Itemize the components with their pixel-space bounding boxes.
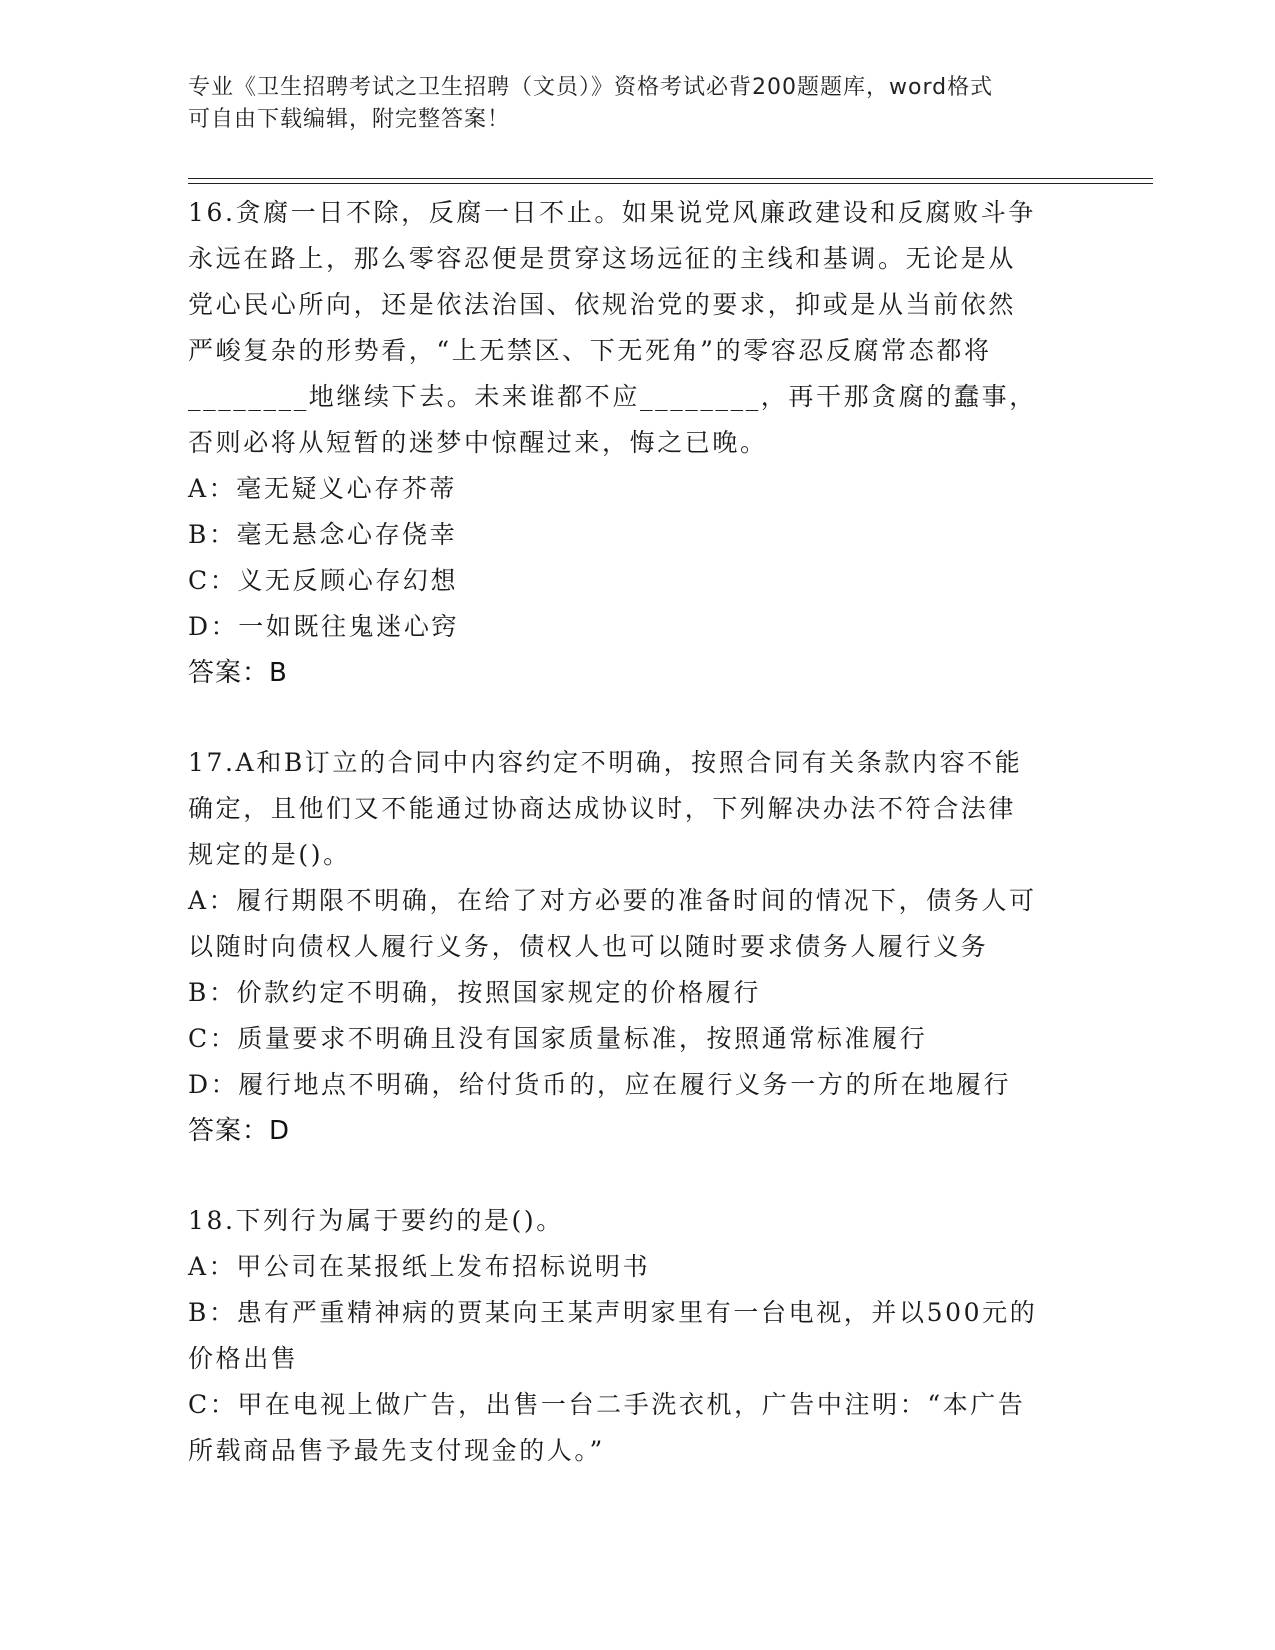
question-spacer bbox=[188, 1154, 1088, 1198]
option-b: B：毫无悬念心存侥幸 bbox=[188, 520, 458, 549]
option-d: D：一如既往鬼迷心窍 bbox=[188, 612, 460, 641]
option-b-continued: 价格出售 bbox=[188, 1344, 299, 1373]
question-text-line: ________地继续下去。未来谁都不应________，再干那贪腐的蠢事， bbox=[188, 382, 1037, 411]
question-text-line: 严峻复杂的形势看，“上无禁区、下无死角”的零容忍反腐常态都将 bbox=[188, 336, 992, 365]
option-a: A：毫无疑义心存芥蒂 bbox=[188, 474, 458, 503]
question-16 bbox=[188, 190, 1088, 696]
option-b: B：患有严重精神病的贾某向王某声明家里有一台电视，并以500元的 bbox=[188, 1298, 1038, 1327]
option-a: A：履行期限不明确，在给了对方必要的准备时间的情况下，债务人可 bbox=[188, 886, 1037, 915]
answer-label: 答案：D bbox=[188, 1116, 291, 1146]
header-divider-thin bbox=[188, 183, 1153, 184]
option-d: D：履行地点不明确，给付货币的，应在履行义务一方的所在地履行 bbox=[188, 1070, 1012, 1099]
question-18 bbox=[188, 1198, 1088, 1474]
question-text-line: 党心民心所向，还是依法治国、依规治党的要求，抑或是从当前依然 bbox=[188, 290, 1017, 319]
header-line-1: 专业《卫生招聘考试之卫生招聘（文员）》资格考试必背200题题库，word格式 bbox=[188, 75, 994, 100]
answer-label: 答案：B bbox=[188, 658, 288, 688]
option-c-continued: 所载商品售予最先支付现金的人。” bbox=[188, 1436, 605, 1465]
question-spacer bbox=[188, 696, 1088, 740]
option-c: C：甲在电视上做广告，出售一台二手洗衣机，广告中注明：“本广告 bbox=[188, 1390, 1026, 1419]
option-a: A：甲公司在某报纸上发布招标说明书 bbox=[188, 1252, 651, 1281]
question-text-line: 18.下列行为属于要约的是()。 bbox=[188, 1206, 564, 1235]
question-list bbox=[188, 190, 1088, 1474]
question-text-line: 16.贪腐一日不除，反腐一日不止。如果说党风廉政建设和反腐败斗争 bbox=[188, 198, 1036, 227]
option-b: B：价款约定不明确，按照国家规定的价格履行 bbox=[188, 978, 761, 1007]
question-text-line: 永远在路上，那么零容忍便是贯穿这场远征的主线和基调。无论是从 bbox=[188, 244, 1017, 273]
question-text-line: 17.A和B订立的合同中内容约定不明确，按照合同有关条款内容不能 bbox=[188, 748, 1023, 777]
option-a-continued: 以随时向债权人履行义务，债权人也可以随时要求债务人履行义务 bbox=[188, 932, 989, 961]
question-17 bbox=[188, 740, 1088, 1154]
page-header bbox=[188, 72, 1068, 136]
header-divider-thick bbox=[188, 178, 1153, 179]
option-c: C：质量要求不明确且没有国家质量标准，按照通常标准履行 bbox=[188, 1024, 928, 1053]
question-text-line: 确定，且他们又不能通过协商达成协议时，下列解决办法不符合法律 bbox=[188, 794, 1017, 823]
option-c: C：义无反顾心存幻想 bbox=[188, 566, 459, 595]
header-line-2: 可自由下载编辑，附完整答案！ bbox=[188, 107, 511, 132]
question-text-line: 否则必将从短暂的迷梦中惊醒过来，悔之已晚。 bbox=[188, 428, 768, 457]
question-text-line: 规定的是()。 bbox=[188, 840, 351, 869]
